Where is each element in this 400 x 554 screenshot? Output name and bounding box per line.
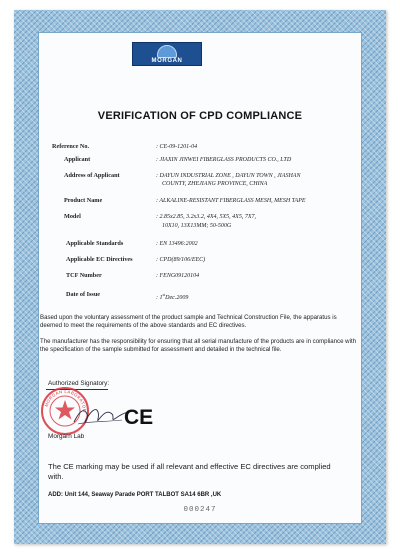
ce-marking-note: The CE marking may be used if all relevant and effective EC directives are complied with.	[48, 462, 331, 481]
authorized-signatory-label: Authorized Signatory:	[48, 380, 110, 387]
field-value: : FENG09120104	[156, 273, 200, 279]
stamp-text: MORGAN LABORATOR	[43, 388, 88, 413]
date-ordinal: st	[162, 292, 166, 297]
field-value-line2: COUNTY, ZHEJIANG PROVINCE, CHINA	[162, 181, 268, 187]
field-value: : EN 13496:2002	[156, 241, 198, 247]
field-label: Reference No.	[52, 143, 89, 150]
field-value: : CE-09-1201-04	[156, 144, 198, 150]
field-label: Applicable Standards	[66, 240, 124, 247]
field-value: : JIAXIN JINWEI FIBERGLASS PRODUCTS CO., LTD	[156, 157, 292, 163]
field-value-line1: : 2.85x2.85, 3.2x3.2, 4X4, 5X5, 4X5, 7X7,	[156, 214, 256, 220]
morgan-logo	[132, 42, 202, 66]
field-value-line1: : DAYUN INDUSTRIAL ZONE , DAYUN TOWN , JIASHAN	[156, 173, 301, 179]
ce-mark-icon	[123, 404, 159, 428]
field-label: Applicable EC Directives	[66, 256, 133, 263]
field-label: TCF Number	[66, 272, 102, 279]
field-label: Model	[64, 213, 81, 220]
assessment-paragraph: Based upon the voluntary assessment of the product sample and Technical Construction File, the apparatus is deemed to meet the requirements of the above standards and EC directives.	[40, 314, 337, 329]
date-day: : 1	[156, 295, 163, 301]
organization-name: Morgarn Lab	[48, 433, 85, 440]
field-value-line2: 10X10, 13X13MM; 50-500G	[162, 223, 232, 229]
field-value	[156, 291, 346, 302]
field-label: Applicant	[64, 156, 91, 163]
field-value: : CPD(89/106/EEC)	[156, 257, 206, 263]
address-footer: ADD: Unit 144, Seaway Parade PORT TALBOT SA14 6BR ,UK	[48, 492, 222, 498]
logo-text: MORGAN	[151, 58, 183, 64]
handwritten-signature	[70, 400, 130, 430]
serial-number: 000247	[183, 506, 217, 514]
field-label: Address of Applicant	[64, 172, 120, 179]
certificate-title: VERIFICATION OF CPD COMPLIANCE	[97, 110, 303, 122]
date-rest: Dec.2009	[165, 295, 189, 301]
field-value: : ALKALINE-RESISTANT FIBERGLASS MESH, MESH TAPE	[156, 198, 306, 204]
field-label: Date of Issue	[66, 291, 101, 298]
field-label: Product Name	[64, 197, 103, 204]
responsibility-paragraph: The manufacturer has the responsibility for ensuring that all serial manufacture of the products are in compliance with the specification of the sample submitted for assessment and detailed in the technical file.	[40, 338, 357, 353]
ce-mark-text: CE	[124, 406, 154, 428]
logo-emblem-icon	[157, 45, 177, 58]
